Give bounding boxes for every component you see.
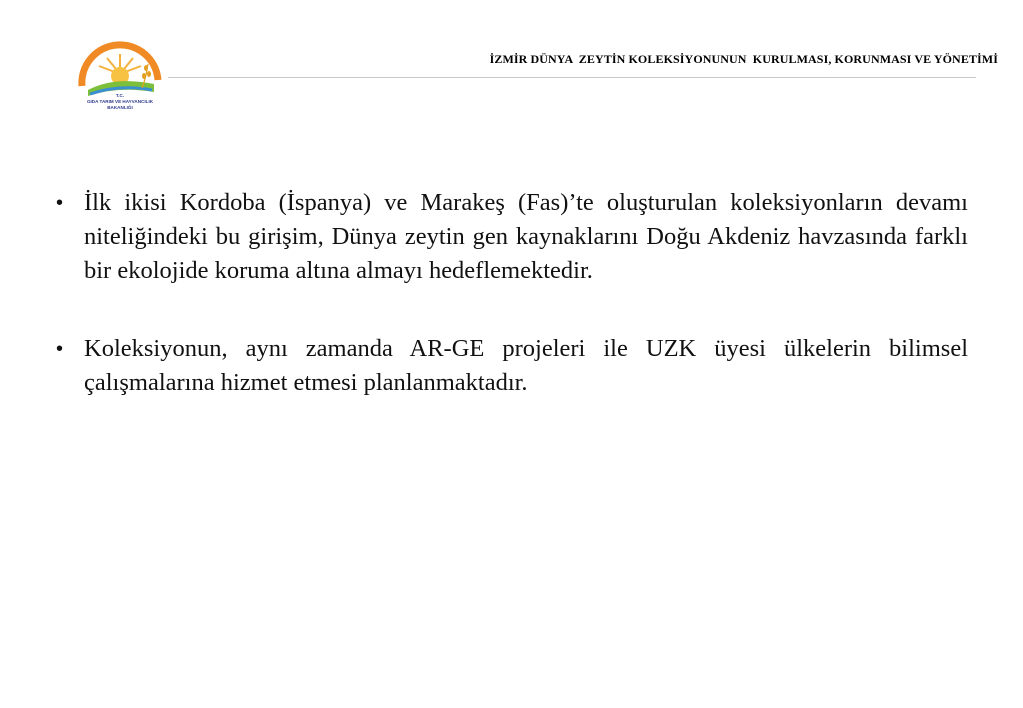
bullet-marker: • bbox=[56, 338, 64, 360]
bullet-item bbox=[54, 332, 968, 400]
bullet-text: İlk ikisi Kordoba (İspanya) ve Marakeş (Fas)’te oluşturulan koleksiyonların devamı niteliğindeki bu girişim, Dünya zeytin gen kaynaklarını Doğu Akdeniz havzasında farklı bir ekolojide koruma altına almayı hedeflemektedir. bbox=[84, 189, 968, 284]
logo-caption-line: GIDA TARIM VE HAYVANCILIK bbox=[86, 99, 154, 104]
slide-content bbox=[54, 186, 968, 444]
bullet-marker: • bbox=[56, 192, 64, 214]
logo-caption-line: BAKANLIĞI bbox=[107, 105, 133, 110]
header-divider bbox=[168, 77, 976, 78]
header-title: İZMİR DÜNYA ZEYTİN KOLEKSİYONUNUN KURULMASI, KORUNMASI VE YÖNETİMİ bbox=[489, 52, 998, 66]
logo-caption-line: T.C. bbox=[115, 93, 125, 98]
bullet-item bbox=[54, 186, 968, 288]
logo-caption bbox=[74, 93, 166, 111]
bullet-text: Koleksiyonun, aynı zamanda AR-GE projeleri ile UZK üyesi ülkelerin bilimsel çalışmalarına hizmet etmesi planlanmaktadır. bbox=[84, 335, 968, 396]
